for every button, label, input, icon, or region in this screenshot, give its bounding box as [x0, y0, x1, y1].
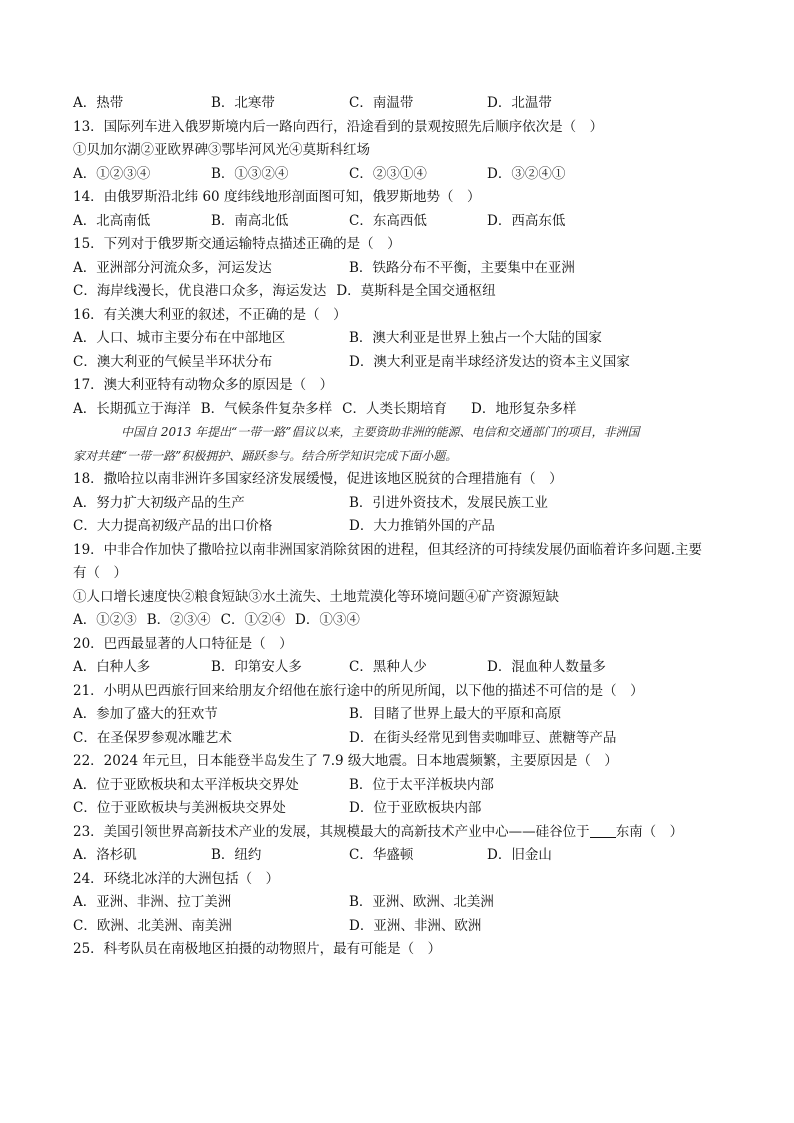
- q13-stem: 13．国际列车进入俄罗斯境内后一路向西行，沿途看到的景观按照先后顺序依次是（ ）: [73, 118, 604, 135]
- q16-option-d[interactable]: D．澳大利亚是南半球经济发达的资本主义国家: [349, 353, 630, 370]
- q15-option-c[interactable]: C．海岸线漫长，优良港口众多，海运发达: [73, 283, 327, 299]
- q14-option-c[interactable]: C．东高西低: [349, 212, 427, 229]
- q20-option-b[interactable]: B．印第安人多: [211, 659, 302, 675]
- exam-page: [73, 92, 733, 962]
- q12-option-c[interactable]: C．南温带: [349, 95, 414, 111]
- q23-option-a[interactable]: A．洛杉矶: [73, 847, 137, 863]
- q13-items: ①贝加尔湖②亚欧界碑③鄂毕河风光④莫斯科红场: [73, 142, 370, 158]
- q17-option-a[interactable]: A．长期孤立于海洋: [73, 400, 191, 417]
- q18-options-row1: [73, 492, 733, 516]
- q19-options: [73, 609, 733, 633]
- q19-option-d[interactable]: D．①③④: [295, 612, 360, 628]
- q23-option-d[interactable]: D．旧金山: [487, 847, 552, 863]
- q14-option-a[interactable]: A．北高南低: [73, 212, 151, 229]
- q22-options-row1: [73, 774, 733, 798]
- q16-options-row2: [73, 351, 733, 375]
- q24-options-row1: [73, 891, 733, 915]
- q13-option-d[interactable]: D．③②④①: [487, 165, 566, 182]
- q21-stem: 21．小明从巴西旅行回来给朋友介绍他在旅行途中的所见所闻，以下他的描述不可信的是（ ）: [73, 682, 644, 699]
- q14-option-b[interactable]: B．南高北低: [211, 212, 289, 229]
- q22-option-c[interactable]: C．位于亚欧板块与美洲板块交界处: [73, 800, 286, 816]
- q23-stem: [73, 821, 733, 845]
- q23-option-b[interactable]: B．纽约: [211, 847, 262, 863]
- q15-option-d[interactable]: D．莫斯科是全国交通枢纽: [336, 283, 496, 299]
- q17-option-d[interactable]: D．地形复杂多样: [471, 400, 577, 417]
- q21-options-row1: [73, 703, 733, 727]
- q14-stem: 14．由俄罗斯沿北纬 60 度纬线地形剖面图可知，俄罗斯地势（ ）: [73, 189, 481, 205]
- q18-option-d[interactable]: D．大力推销外国的产品: [349, 518, 495, 534]
- q19-option-b[interactable]: B．②③④: [146, 612, 211, 628]
- q22-option-a[interactable]: A．位于亚欧板块和太平洋板块交界处: [73, 776, 299, 793]
- q24-option-b[interactable]: B．亚洲、欧洲、北美洲: [349, 894, 494, 910]
- q13-option-c[interactable]: C．②③①④: [349, 165, 427, 182]
- q20-option-a[interactable]: A．白种人多: [73, 659, 151, 675]
- q20-stem: 20．巴西最显著的人口特征是（ ）: [73, 635, 293, 652]
- q19-items: ①人口增长速度快②粮食短缺③水土流失、土地荒漠化等环境问题④矿产资源短缺: [73, 588, 559, 605]
- q13-options: [73, 163, 733, 187]
- q17-stem: 17．澳大利亚特有动物众多的原因是（ ）: [73, 377, 334, 393]
- q12-option-a[interactable]: A．热带: [73, 95, 124, 111]
- q18-options-row2: [73, 515, 733, 539]
- q24-stem: 24．环绕北冰洋的大洲包括（ ）: [73, 870, 280, 887]
- passage-line-1: 中国自 2013 年提出“一带一路”倡议以来，主要资助非洲的能源、电信和交通部门的项目，非洲国: [121, 425, 640, 439]
- q18-option-a[interactable]: A．努力扩大初级产品的生产: [73, 494, 245, 511]
- q15-stem: 15．下列对于俄罗斯交通运输特点描述正确的是（ ）: [73, 236, 401, 252]
- q16-option-b[interactable]: B．澳大利亚是世界上独占一个大陆的国家: [349, 330, 602, 346]
- q19-stem-line2: 有（ ）: [73, 565, 127, 581]
- q21-option-d[interactable]: D．在街头经常见到售卖咖啡豆、蔗糖等产品: [349, 729, 617, 746]
- q15-options-row2: [73, 280, 733, 304]
- q15-options-row1: [73, 257, 733, 281]
- q13-option-a[interactable]: A．①②③④: [73, 165, 151, 182]
- q23-stem-after: 东南（ ）: [615, 823, 684, 840]
- q24-option-a[interactable]: A．亚洲、非洲、拉丁美洲: [73, 894, 232, 910]
- q22-option-b[interactable]: B．位于太平洋板块内部: [349, 776, 494, 793]
- q17-option-b[interactable]: B．气候条件复杂多样: [200, 400, 333, 417]
- q22-option-d[interactable]: D．位于亚欧板块内部: [349, 800, 482, 816]
- q12-option-d[interactable]: D．北温带: [487, 95, 552, 111]
- q18-option-c[interactable]: C．大力提高初级产品的出口价格: [73, 518, 273, 534]
- q23-options: [73, 844, 733, 868]
- q12-option-b[interactable]: B．北寒带: [211, 95, 275, 111]
- q24-option-d[interactable]: D．亚洲、非洲、欧洲: [349, 917, 482, 934]
- q16-stem: 16．有关澳大利亚的叙述，不正确的是（ ）: [73, 306, 347, 323]
- q19-option-c[interactable]: C．①②④: [220, 612, 286, 628]
- q20-option-d[interactable]: D．混血种人数量多: [487, 659, 606, 675]
- q20-options: [73, 656, 733, 680]
- q23-stem-before: 23．美国引领世界高新技术产业的发展，其规模最大的高新技术产业中心——硅谷位于: [73, 823, 590, 840]
- q15-option-a[interactable]: A．亚洲部分河流众多，河运发达: [73, 259, 272, 276]
- passage-line-2: 家对共建“一带一路”积极拥护、踊跃参与。结合所学知识完成下面小题。: [73, 448, 458, 463]
- q14-option-d[interactable]: D．西高东低: [487, 212, 566, 229]
- q17-option-c[interactable]: C．人类长期培育: [342, 400, 448, 417]
- q18-stem: 18．撒哈拉以南非洲许多国家经济发展缓慢，促进该地区脱贫的合理措施有（ ）: [73, 471, 563, 487]
- q21-option-b[interactable]: B．目睹了世界上最大的平原和高原: [349, 706, 562, 722]
- q21-option-a[interactable]: A．参加了盛大的狂欢节: [73, 706, 218, 722]
- q18-option-b[interactable]: B．引进外资技术，发展民族工业: [349, 494, 548, 511]
- q13-option-b[interactable]: B．①③②④: [211, 165, 289, 182]
- q21-options-row2: [73, 727, 733, 751]
- q24-option-c[interactable]: C．欧洲、北美洲、南美洲: [73, 917, 232, 934]
- q19-stem-line1: 19．中非合作加快了撒哈拉以南非洲国家消除贫困的进程，但其经济的可持续发展仍面临着许多问题.主要: [73, 541, 702, 558]
- q16-option-a[interactable]: A．人口、城市主要分布在中部地区: [73, 330, 286, 346]
- q15-option-b[interactable]: B．铁路分布不平衡，主要集中在亚洲: [349, 259, 575, 276]
- q24-options-row2: [73, 915, 733, 939]
- q17-options: [73, 398, 733, 422]
- q16-option-c[interactable]: C．澳大利亚的气候呈半环状分布: [73, 353, 273, 370]
- q20-option-c[interactable]: C．黑种人少: [349, 659, 427, 675]
- q23-option-c[interactable]: C．华盛顿: [349, 847, 414, 863]
- q22-options-row2: [73, 797, 733, 821]
- q12-options: [73, 92, 733, 116]
- q22-stem: 22．2024 年元旦，日本能登半岛发生了 7.9 级大地震。日本地震频繁，主要原因是（ ）: [73, 753, 618, 769]
- q23-answer-blank[interactable]: [590, 823, 616, 838]
- q16-options-row1: [73, 327, 733, 351]
- q25-stem: 25．科考队员在南极地区拍摄的动物照片，最有可能是（ ）: [73, 941, 442, 957]
- q21-option-c[interactable]: C．在圣保罗参观冰雕艺术: [73, 729, 232, 746]
- q14-options: [73, 210, 733, 234]
- q19-option-a[interactable]: A．①②③: [73, 612, 137, 628]
